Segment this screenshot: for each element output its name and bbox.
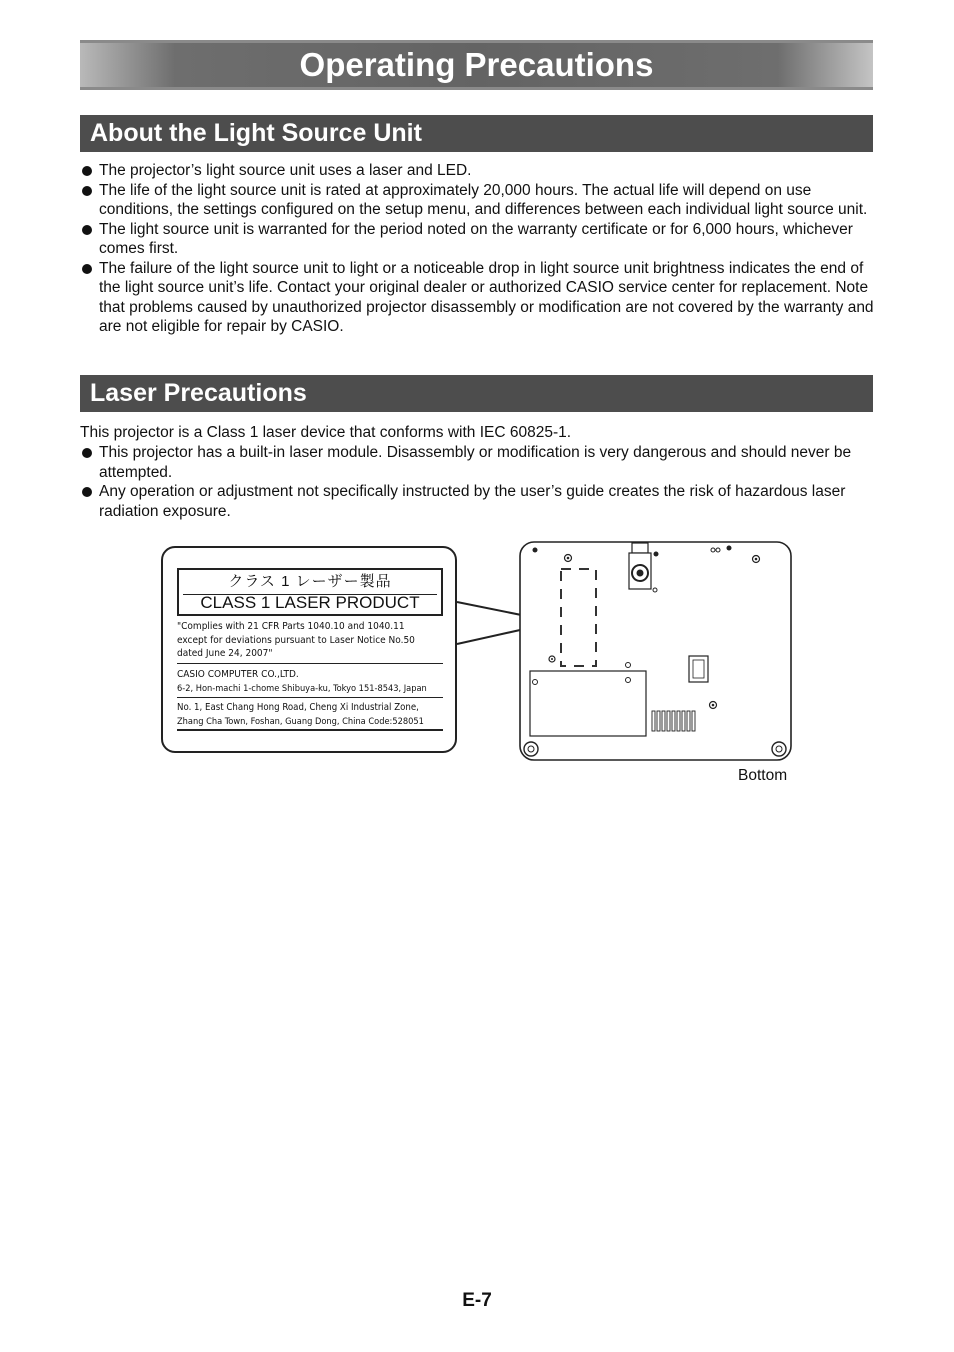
factory-address-text: No. 1, East Chang Hong Road, Cheng Xi Industrial Zone, Zhang Cha Town, Foshan, Guang Dong, China Code:528051 xyxy=(177,702,424,727)
screw-dot xyxy=(654,552,659,557)
screw-dot xyxy=(567,557,570,560)
connector xyxy=(632,543,648,553)
lens-mount-center xyxy=(637,570,644,577)
manufacturer-text: CASIO COMPUTER CO.,LTD. 6-2, Hon-machi 1-chome Shibuya-ku, Tokyo 151-8543, Japan xyxy=(177,669,427,694)
screw-dot xyxy=(712,704,715,707)
list-item: The life of the light source unit is rated at approximately 20,000 hours. The actual life will depend on use conditions, the settings configured on the setup menu, and differences between each individual light source unit. xyxy=(80,181,875,220)
screw-dot xyxy=(755,558,758,561)
list-item: This projector has a built-in laser module. Disassembly or modification is very dangerous and should never be attempted. xyxy=(80,443,875,482)
screw-dot xyxy=(727,546,732,551)
laser-class-english: CLASS 1 LASER PRODUCT xyxy=(200,593,420,612)
laser-class-japanese: クラス 1 レーザー製品 xyxy=(228,573,392,590)
list-item: The light source unit is warranted for the period noted on the warranty certificate or for 6,000 hours, whichever comes first. xyxy=(80,220,875,259)
section-heading-text: About the Light Source Unit xyxy=(90,119,422,147)
list-item: The projector’s light source unit uses a laser and LED. xyxy=(80,161,875,181)
screw-dot xyxy=(551,658,553,660)
compliance-text: "Complies with 21 CFR Parts 1040.10 and 1040.11 except for deviations pursuant to Laser Notice No.50 dated June 24, 2007" xyxy=(177,621,415,659)
diagram-caption: Bottom xyxy=(738,767,788,784)
page-number: E-7 xyxy=(462,1290,492,1311)
foot xyxy=(772,742,786,756)
list-item: The failure of the light source unit to light or a noticeable drop in light source unit brightness indicates the end of the light source unit’s life. Contact your original dealer or authorized CASIO service center for replacement. Note that problems caused by unauthorized projector disassembly or modification are not covered by the warranty and are not eligible for repair by CASIO. xyxy=(80,259,875,337)
list-item: Any operation or adjustment not specifically instructed by the user’s guide creates the risk of hazardous laser radiation exposure. xyxy=(80,482,875,521)
screw-dot xyxy=(533,548,538,553)
vent-slots xyxy=(652,711,695,731)
section-heading-text: Laser Precautions xyxy=(90,379,307,407)
access-panel xyxy=(530,671,646,736)
foot xyxy=(524,742,538,756)
page-title: Operating Precautions xyxy=(299,46,654,83)
laser-intro-text: This projector is a Class 1 laser device that conforms with IEC 60825-1. xyxy=(80,424,572,441)
